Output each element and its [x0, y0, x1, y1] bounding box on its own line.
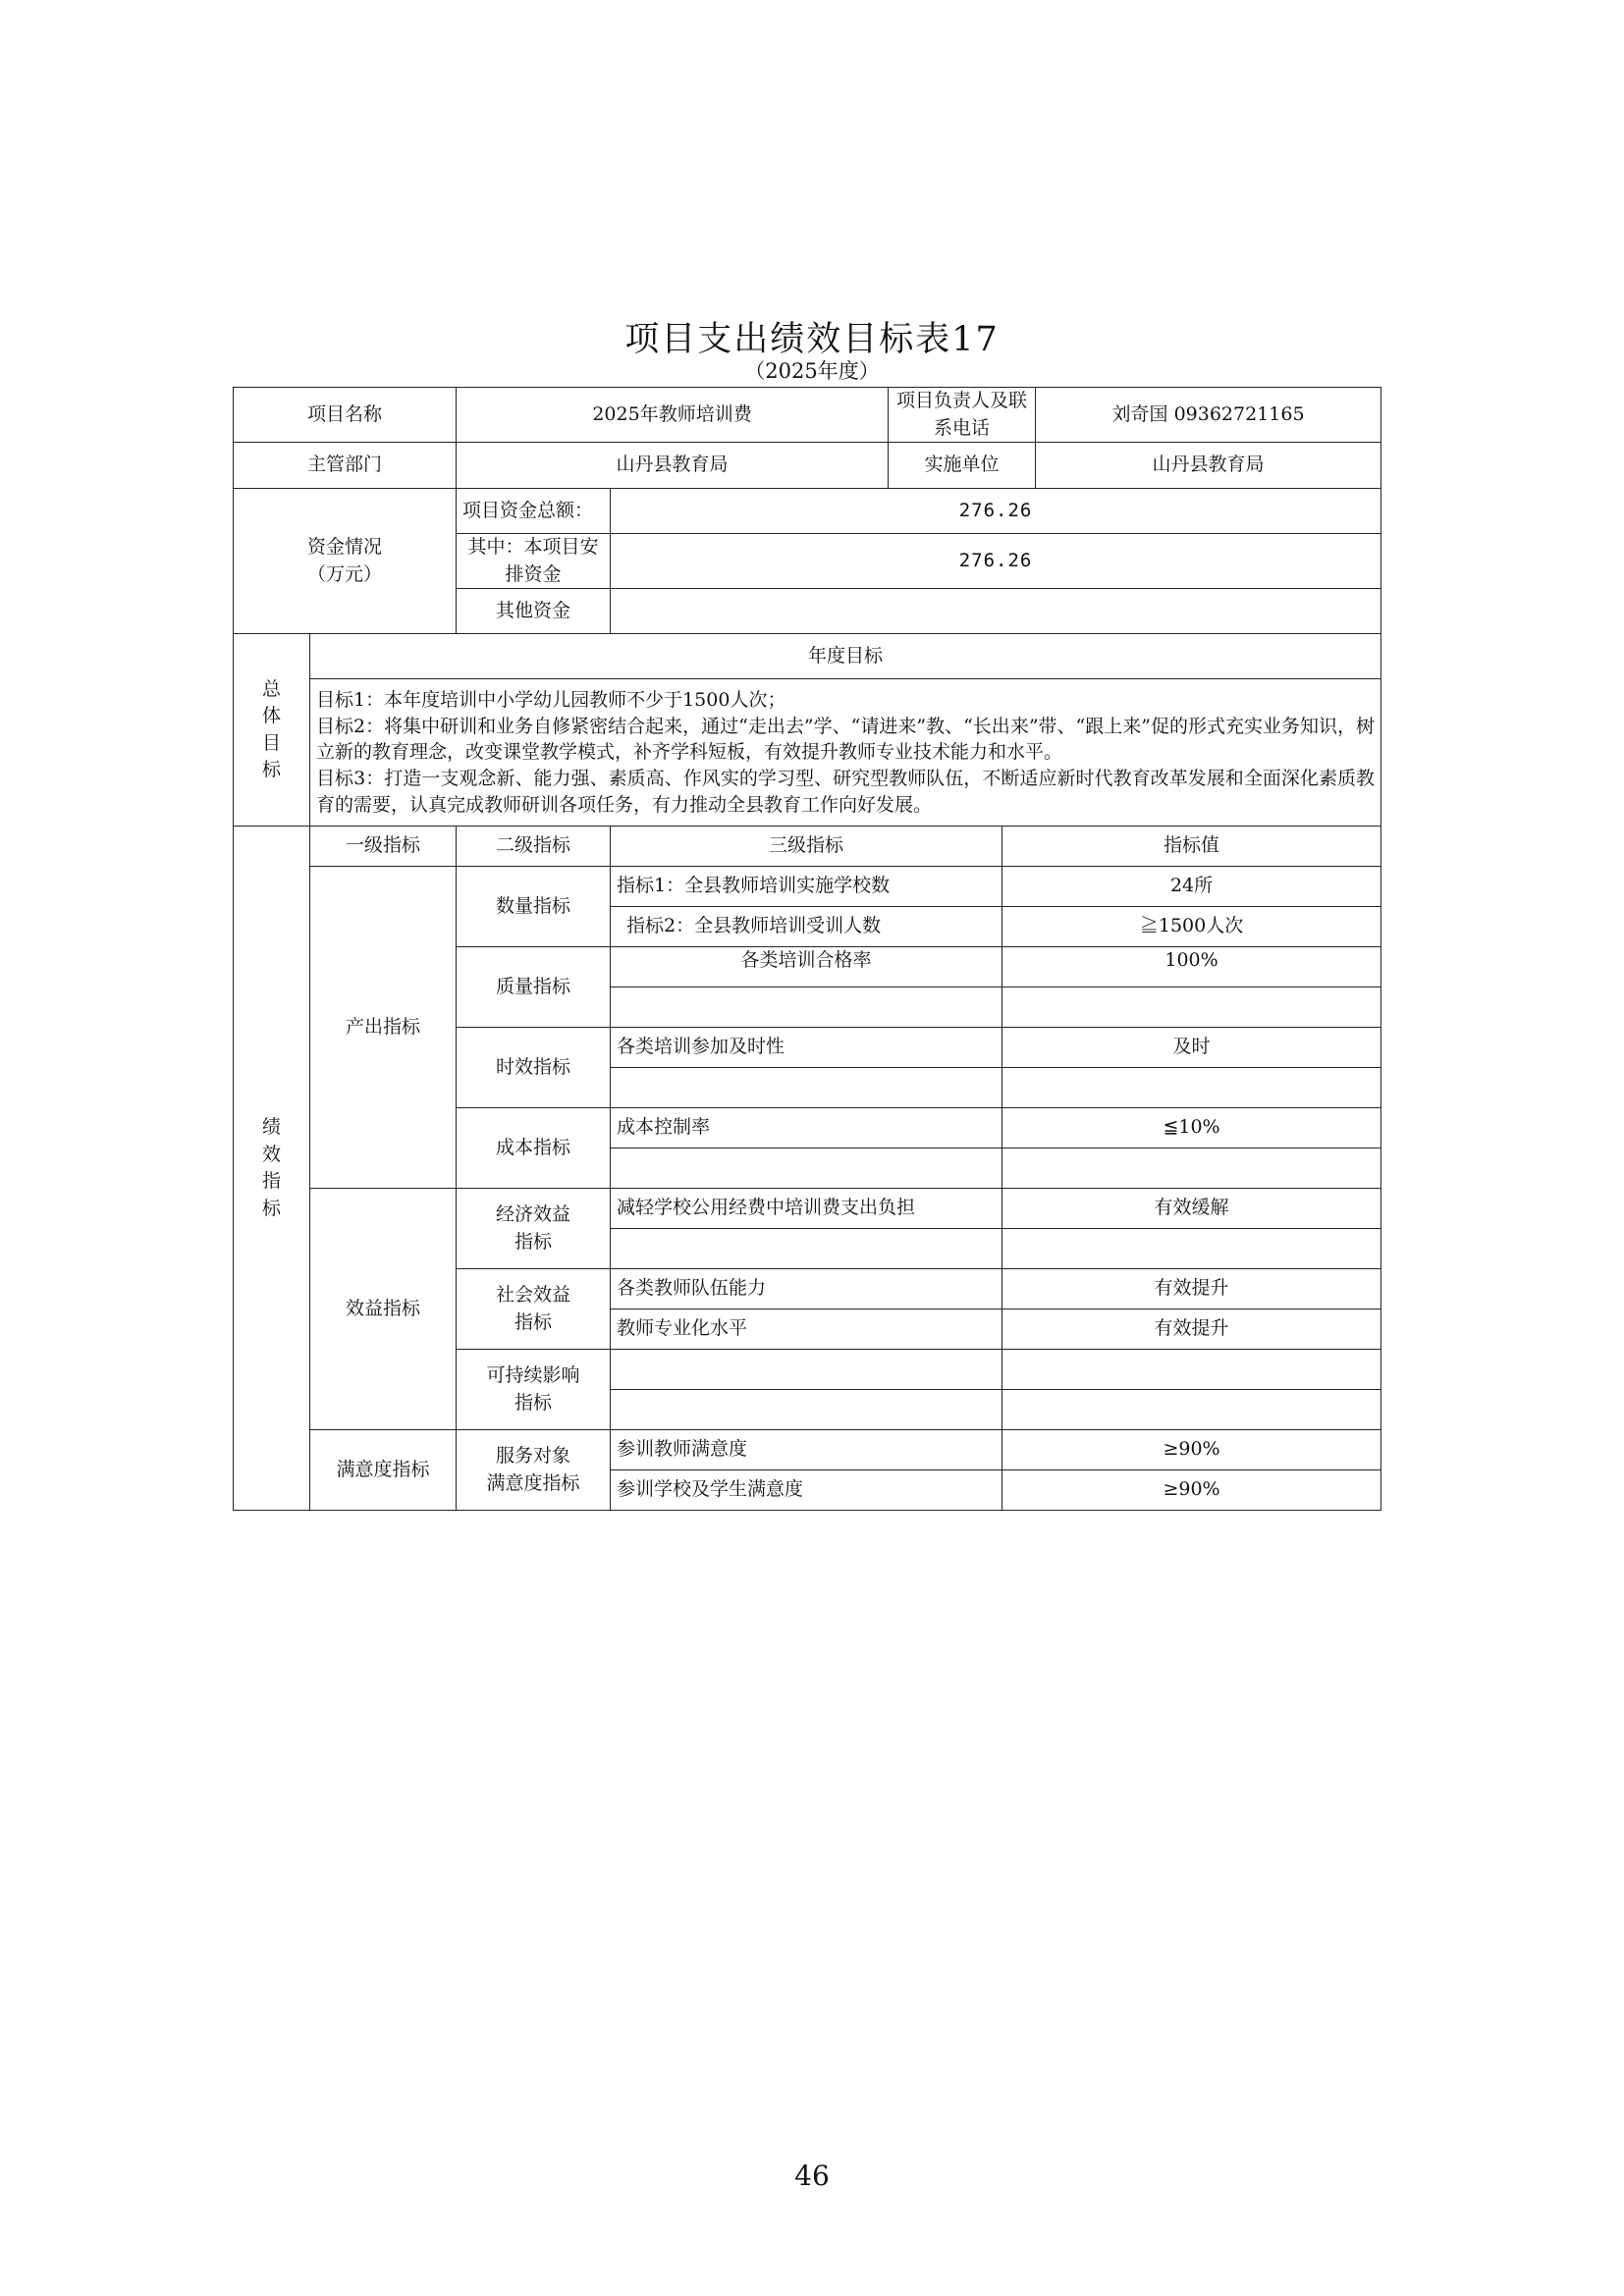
header-value: 指标值 — [1002, 827, 1381, 867]
indicator-value — [1002, 1390, 1381, 1430]
indicator-name: 参训学校及学生满意度 — [611, 1470, 1002, 1511]
indicator-name — [611, 1148, 1002, 1189]
header-level2: 二级指标 — [457, 827, 611, 867]
indicator-name: 成本控制率 — [611, 1108, 1002, 1148]
service-satisfaction-label: 服务对象 满意度指标 — [457, 1430, 611, 1511]
funds-label: 资金情况 — [307, 536, 383, 559]
indicator-value — [1002, 1068, 1381, 1108]
indicator-name — [611, 988, 1002, 1028]
indicator-name — [611, 1068, 1002, 1108]
funds-arranged-label: 其中：本项目安排资金 — [457, 534, 611, 589]
quantity-indicator-label: 数量指标 — [457, 867, 611, 947]
indicator-name: 指标2：全县教师培训受训人数 — [611, 907, 1002, 947]
dept-value: 山丹县教育局 — [457, 443, 889, 489]
page-number: 46 — [794, 2160, 830, 2192]
indicator-value: 有效提升 — [1002, 1269, 1381, 1309]
indicator-value: 有效缓解 — [1002, 1189, 1381, 1229]
timeliness-indicator-label: 时效指标 — [457, 1028, 611, 1108]
impl-value: 山丹县教育局 — [1036, 443, 1381, 489]
benefit-indicator-label: 效益指标 — [310, 1189, 457, 1430]
funds-arranged-value: 276.26 — [611, 534, 1381, 589]
indicator-value: ≥90% — [1002, 1430, 1381, 1470]
indicator-name: 指标1：全县教师培训实施学校数 — [611, 867, 1002, 907]
quality-indicator-label: 质量指标 — [457, 947, 611, 1028]
goal-item: 目标3：打造一支观念新、能力强、素质高、作风实的学习型、研究型教师队伍，不断适应新时代教育改革发展和全面深化素质教育的需要，认真完成教师研训各项任务，有力推动全县教育工作向好发展。 — [316, 767, 1376, 816]
indicator-value: 100% — [1002, 947, 1381, 988]
page-title: 项目支出绩效目标表17 — [624, 320, 1000, 359]
indicator-value — [1002, 988, 1381, 1028]
indicator-value: 24所 — [1002, 867, 1381, 907]
indicator-value: ≥90% — [1002, 1470, 1381, 1511]
indicator-name: 各类培训参加及时性 — [611, 1028, 1002, 1068]
dept-label: 主管部门 — [234, 443, 457, 489]
project-name-value: 2025年教师培训费 — [457, 388, 889, 443]
indicator-name — [611, 1390, 1002, 1430]
indicator-name: 参训教师满意度 — [611, 1430, 1002, 1470]
funds-label-cell — [234, 489, 457, 634]
indicators-side-label: 绩 效 指 标 — [234, 827, 310, 1511]
goals-text — [310, 679, 1381, 827]
funds-other-label: 其他资金 — [457, 589, 611, 634]
indicator-value — [1002, 1229, 1381, 1269]
performance-target-table — [233, 387, 1381, 1511]
funds-total-label: 项目资金总额： — [457, 489, 611, 534]
output-indicator-label: 产出指标 — [310, 867, 457, 1189]
indicator-value: 有效提升 — [1002, 1309, 1381, 1350]
contact-value: 刘奇国 09362721165 — [1036, 388, 1381, 443]
satisfaction-indicator-label: 满意度指标 — [310, 1430, 457, 1511]
contact-label: 项目负责人及联系电话 — [889, 388, 1036, 443]
page-subtitle: （2025年度） — [744, 359, 880, 383]
indicator-name: 减轻学校公用经费中培训费支出负担 — [611, 1189, 1002, 1229]
indicator-value: ≧1500人次 — [1002, 907, 1381, 947]
indicator-value: 及时 — [1002, 1028, 1381, 1068]
header-level3: 三级指标 — [611, 827, 1002, 867]
indicator-value: ≦10% — [1002, 1108, 1381, 1148]
indicator-value — [1002, 1350, 1381, 1390]
header-level1: 一级指标 — [310, 827, 457, 867]
funds-unit: （万元） — [307, 562, 383, 585]
indicator-value — [1002, 1148, 1381, 1189]
goal-item: 目标2：将集中研训和业务自修紧密结合起来，通过“走出去”学、“请进来”教、“长出来”带、“跟上来”促的形式充实业务知识，树立新的教育理念，改变课堂教学模式，补齐学科短板，有效提升教师专业技术能力和水平。 — [316, 715, 1376, 764]
goal-item: 目标1：本年度培训中小学幼儿园教师不少于1500人次； — [316, 689, 786, 712]
goals-side-label: 总 体 目 标 — [234, 634, 310, 827]
cost-indicator-label: 成本指标 — [457, 1108, 611, 1189]
economic-indicator-label: 经济效益 指标 — [457, 1189, 611, 1269]
sustainable-indicator-label: 可持续影响 指标 — [457, 1350, 611, 1430]
indicator-name — [611, 1229, 1002, 1269]
funds-other-value — [611, 589, 1381, 634]
social-indicator-label: 社会效益 指标 — [457, 1269, 611, 1350]
funds-total-value: 276.26 — [611, 489, 1381, 534]
goals-header: 年度目标 — [310, 634, 1381, 679]
indicator-name — [611, 1350, 1002, 1390]
project-name-label: 项目名称 — [234, 388, 457, 443]
indicator-name: 各类培训合格率 — [611, 947, 1002, 988]
indicator-name: 各类教师队伍能力 — [611, 1269, 1002, 1309]
impl-label: 实施单位 — [889, 443, 1036, 489]
indicator-name: 教师专业化水平 — [611, 1309, 1002, 1350]
